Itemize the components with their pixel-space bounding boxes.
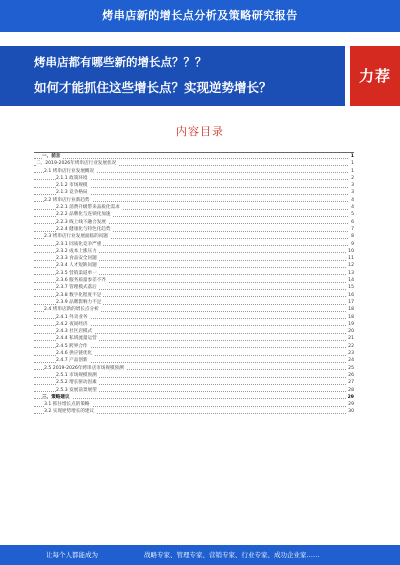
toc-entry-text: 3.2 实现逆势增长的建议 bbox=[44, 409, 95, 415]
report-title-bar bbox=[0, 0, 400, 32]
toc-entry-text: 2.4.6 供应链优化 bbox=[56, 351, 93, 357]
toc-entry-page: 29 bbox=[348, 402, 354, 408]
toc-entry-text: 2.4 烤串店新的增长点分析 bbox=[44, 307, 99, 313]
table-of-contents bbox=[34, 152, 354, 416]
toc-leader-dots bbox=[34, 158, 348, 159]
toc-entry-page: 14 bbox=[348, 278, 354, 284]
toc-entry[interactable] bbox=[34, 153, 354, 160]
toc-entry[interactable] bbox=[34, 335, 354, 342]
toc-entry-page: 4 bbox=[351, 205, 354, 211]
toc-entry-text: 2.5.3 发展前景展望 bbox=[56, 387, 97, 393]
toc-entry-text: 2.2 烤串店行业新趋势 bbox=[44, 197, 90, 203]
banner-question-2: 如何才能抓住这些增长点？实现逆势增长？ bbox=[34, 80, 272, 95]
toc-entry-page: 2 bbox=[351, 175, 354, 181]
toc-entry-page: 9 bbox=[351, 241, 354, 247]
toc-entry-page: 16 bbox=[348, 292, 354, 298]
toc-entry-page: 1 bbox=[350, 154, 354, 159]
toc-entry-text: 2.3 烤串店行业发展面临的问题 bbox=[44, 234, 108, 240]
toc-entry-page: 20 bbox=[348, 329, 354, 335]
toc-entry-page: 1 bbox=[351, 168, 354, 174]
toc-entry[interactable] bbox=[34, 401, 354, 408]
toc-entry[interactable] bbox=[34, 408, 354, 415]
toc-entry[interactable] bbox=[34, 211, 354, 218]
toc-entry-page: 10 bbox=[348, 248, 354, 254]
toc-entry[interactable] bbox=[34, 365, 354, 372]
toc-entry-page: 8 bbox=[351, 234, 354, 240]
toc-entry-text: 2.3.2 成本上涨压力 bbox=[56, 248, 97, 254]
toc-entry-page: 29 bbox=[347, 394, 354, 400]
toc-entry[interactable] bbox=[34, 168, 354, 175]
toc-entry[interactable] bbox=[34, 321, 354, 328]
toc-entry[interactable] bbox=[34, 270, 354, 277]
toc-entry[interactable] bbox=[34, 160, 354, 167]
toc-entry-text: 2.1.3 竞争格局 bbox=[56, 190, 88, 196]
toc-entry-page: 21 bbox=[348, 336, 354, 342]
question-banner bbox=[0, 46, 400, 106]
report-title: 烤串店新的增长点分析及策略研究报告 bbox=[102, 9, 298, 22]
toc-entry-text: 2.4.1 外卖业务 bbox=[56, 314, 88, 320]
toc-entry-page: 5 bbox=[351, 212, 354, 218]
toc-entry[interactable] bbox=[34, 343, 354, 350]
toc-entry-text: 2.3.3 食品安全问题 bbox=[56, 256, 97, 262]
toc-entry-page: 22 bbox=[348, 343, 354, 349]
toc-entry[interactable] bbox=[34, 357, 354, 364]
toc-entry[interactable] bbox=[34, 204, 354, 211]
toc-entry-page: 27 bbox=[348, 380, 354, 386]
toc-entry-page: 1 bbox=[351, 161, 354, 167]
toc-entry[interactable] bbox=[34, 197, 354, 204]
toc-title: 内容目录 bbox=[176, 125, 224, 138]
toc-entry-page: 17 bbox=[348, 299, 354, 305]
toc-entry-page: 3 bbox=[351, 183, 354, 189]
toc-entry[interactable] bbox=[34, 372, 354, 379]
footer-slogan-left: 让每个人都能成为 bbox=[46, 551, 98, 559]
footer-bar bbox=[0, 545, 400, 565]
toc-entry-page: 12 bbox=[348, 263, 354, 269]
toc-entry[interactable] bbox=[34, 306, 354, 313]
toc-entry[interactable] bbox=[34, 277, 354, 284]
footer-slogan-right: 战略专家、管理专家、营销专家、行业专家、成功企业家…… bbox=[144, 551, 320, 559]
toc-entry-text: 2.5 2019-2026年烤串店市场规模预测 bbox=[44, 365, 124, 371]
toc-entry[interactable] bbox=[34, 328, 354, 335]
toc-entry[interactable] bbox=[34, 379, 354, 386]
toc-entry-page: 19 bbox=[348, 321, 354, 327]
banner-question-1: 烤串店都有哪些新的增长点？？？ bbox=[34, 55, 207, 69]
toc-entry[interactable] bbox=[34, 299, 354, 306]
toc-entry-text: 2.5.1 市场规模预测 bbox=[56, 372, 97, 378]
toc-entry[interactable] bbox=[34, 255, 354, 262]
toc-entry[interactable] bbox=[34, 175, 354, 182]
toc-entry-page: 24 bbox=[348, 358, 354, 364]
toc-entry[interactable] bbox=[34, 394, 354, 401]
toc-entry-text: 一、前言 bbox=[42, 154, 61, 159]
toc-entry-text: 2.2.3 线上线下融合发展 bbox=[56, 219, 106, 225]
toc-entry-page: 25 bbox=[348, 365, 354, 371]
toc-leader-dots bbox=[34, 398, 348, 399]
toc-entry-text: 3.1 抓住增长点的策略 bbox=[44, 402, 90, 408]
toc-entry-text: 2.4.2 夜间经济 bbox=[56, 321, 88, 327]
toc-entry-text: 2.3.8 数字化程度不足 bbox=[56, 292, 102, 298]
toc-entry[interactable] bbox=[34, 226, 354, 233]
toc-entry[interactable] bbox=[34, 284, 354, 291]
toc-entry-text: 2.5.2 增长驱动因素 bbox=[56, 380, 97, 386]
toc-entry-text: 2.2.1 消费升级带来品质化需求 bbox=[56, 205, 120, 211]
toc-entry-text: 2.2.4 健康化与特色化趋势 bbox=[56, 226, 111, 232]
toc-entry-text: 2.4.4 私域流量运营 bbox=[56, 336, 97, 342]
toc-entry-text: 2.1.1 政策环境 bbox=[56, 175, 88, 181]
toc-entry-text: 三、策略建议 bbox=[42, 394, 70, 400]
toc-entry[interactable] bbox=[34, 262, 354, 269]
toc-entry-page: 18 bbox=[348, 314, 354, 320]
toc-entry-page: 28 bbox=[348, 387, 354, 393]
toc-entry-text: 2.1.2 市场规模 bbox=[56, 183, 88, 189]
toc-entry[interactable] bbox=[34, 387, 354, 394]
toc-entry-text: 2.3.9 品牌影响力不足 bbox=[56, 299, 102, 305]
toc-entry-text: 二、2019-2026年烤串店行业发展状况 bbox=[36, 161, 117, 167]
toc-entry-page: 13 bbox=[348, 270, 354, 276]
toc-entry-page: 6 bbox=[351, 219, 354, 225]
toc-entry-page: 3 bbox=[351, 190, 354, 196]
toc-entry-text: 2.3.1 同质化竞争严重 bbox=[56, 241, 102, 247]
toc-entry-text: 2.1 烤串店行业发展概况 bbox=[44, 168, 95, 174]
toc-entry[interactable] bbox=[34, 182, 354, 189]
toc-entry-page: 7 bbox=[351, 226, 354, 232]
toc-entry-text: 2.4.5 跨界合作 bbox=[56, 343, 88, 349]
toc-entry[interactable] bbox=[34, 241, 354, 248]
toc-entry-page: 23 bbox=[348, 351, 354, 357]
toc-entry-page: 26 bbox=[348, 372, 354, 378]
toc-entry-page: 4 bbox=[351, 197, 354, 203]
toc-entry-text: 2.2.2 品牌化与连锁化加速 bbox=[56, 212, 111, 218]
toc-entry-page: 11 bbox=[348, 256, 354, 262]
toc-entry-page: 15 bbox=[348, 285, 354, 291]
toc-entry-text: 2.3.6 服务质量参差不齐 bbox=[56, 278, 106, 284]
toc-entry-text: 2.4.7 产品创新 bbox=[56, 358, 88, 364]
toc-entry[interactable] bbox=[34, 233, 354, 240]
toc-entry-text: 2.3.7 管理模式落后 bbox=[56, 285, 97, 291]
toc-entry[interactable] bbox=[34, 189, 354, 196]
toc-entry[interactable] bbox=[34, 248, 354, 255]
toc-entry[interactable] bbox=[34, 350, 354, 357]
toc-entry-page: 30 bbox=[348, 409, 354, 415]
banner-background bbox=[0, 46, 345, 106]
toc-entry-text: 2.4.3 社区店模式 bbox=[56, 329, 93, 335]
toc-entry-text: 2.3.5 营销渠道单一 bbox=[56, 270, 97, 276]
toc-entry-page: 18 bbox=[348, 307, 354, 313]
recommend-seal: 力荐 bbox=[350, 46, 400, 106]
toc-entry-text: 2.3.4 人才短缺问题 bbox=[56, 263, 97, 269]
toc-entry[interactable] bbox=[34, 219, 354, 226]
toc-entry[interactable] bbox=[34, 292, 354, 299]
toc-entry[interactable] bbox=[34, 314, 354, 321]
